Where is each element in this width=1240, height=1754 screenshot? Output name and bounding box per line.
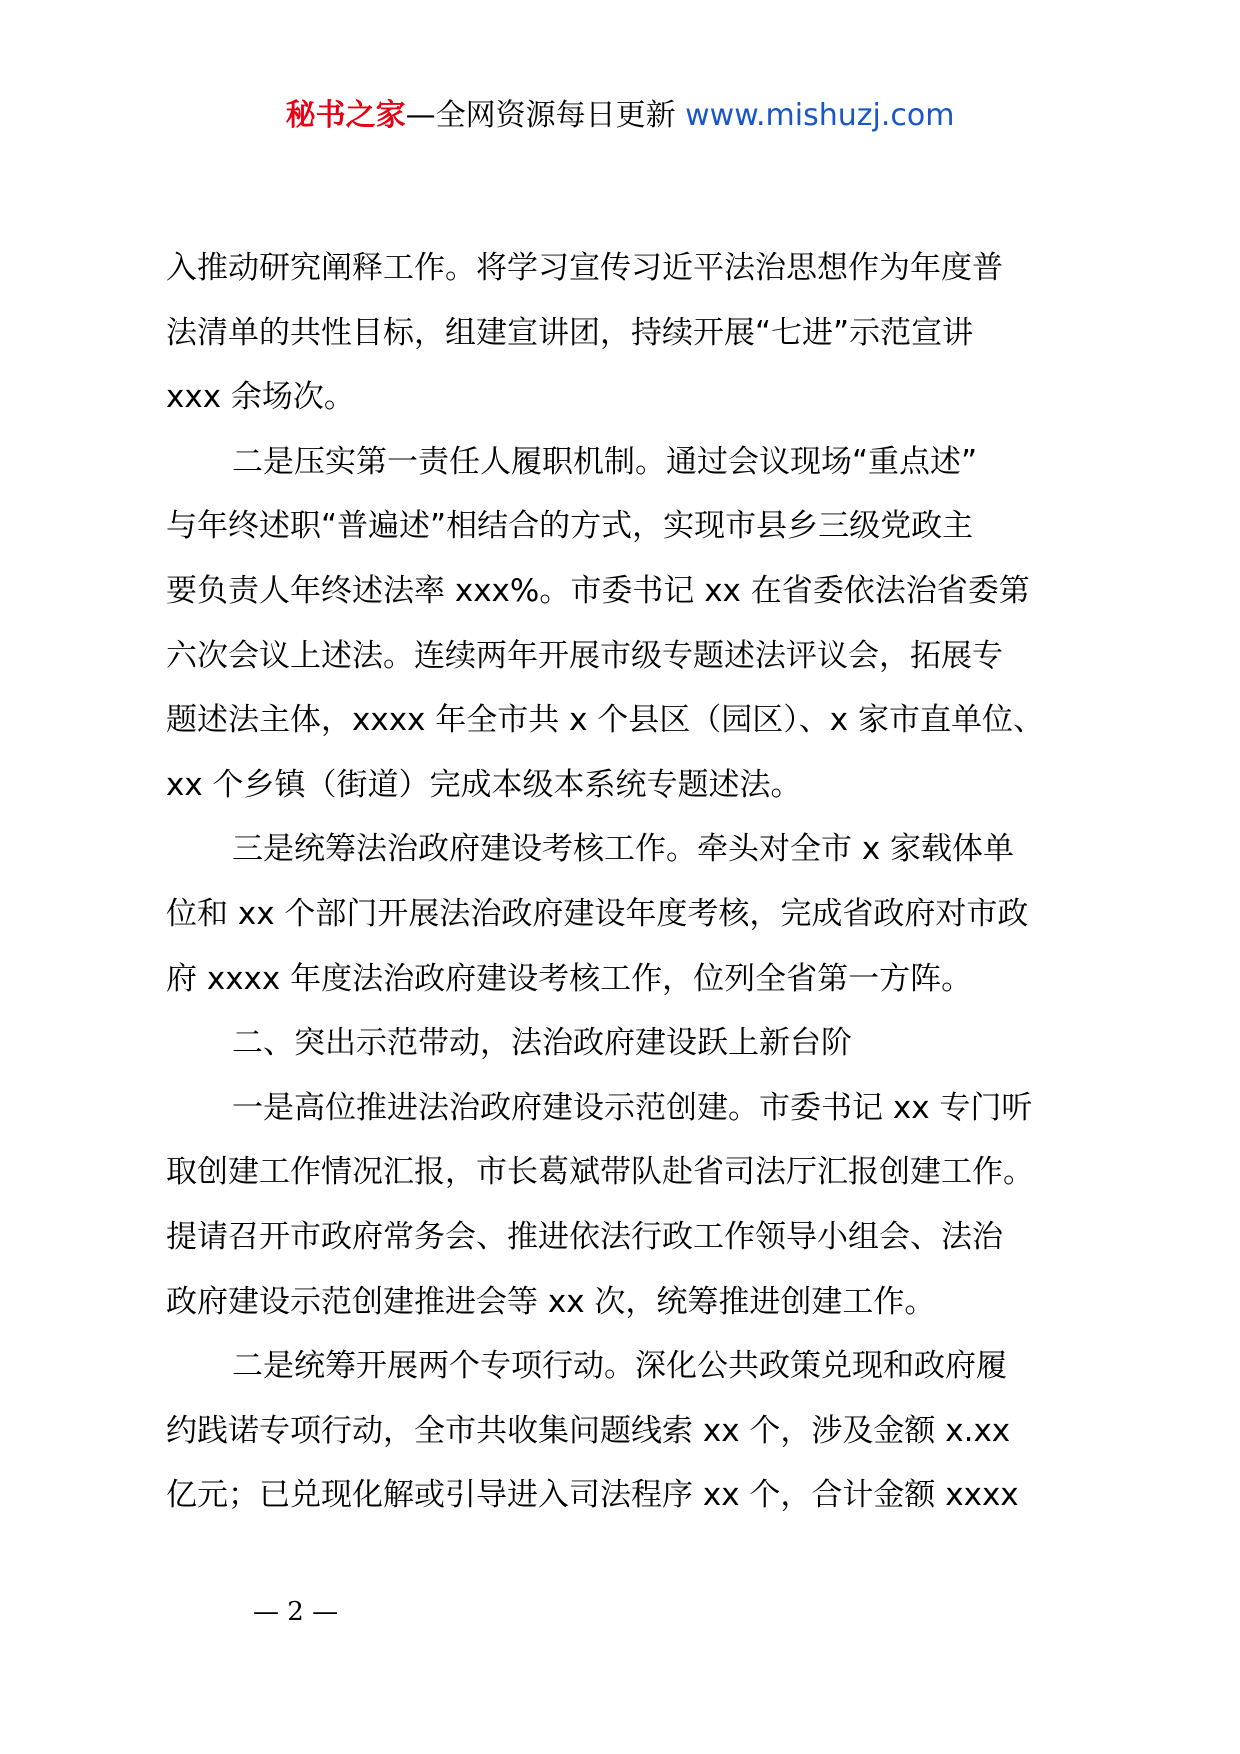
text-line: 题述法主体，xxxx 年全市共 x 个县区（园区）、x 家市直单位、 — [166, 702, 1044, 739]
paragraph-start: 三是统筹法治政府建设考核工作。牵头对全市 x 家载体单 — [232, 831, 1015, 868]
paragraph-start: 二是压实第一责任人履职机制。通过会议现场“重点述” — [232, 443, 978, 480]
text-line: 府 xxxx 年度法治政府建设考核工作，位列全省第一方阵。 — [166, 960, 973, 997]
text-line: 六次会议上述法。连续两年开展市级专题述法评议会，拓展专 — [166, 637, 1003, 674]
text-line: 政府建设示范创建推进会等 xx 次，统筹推进创建工作。 — [166, 1283, 936, 1320]
text-line: 约践诺专项行动，全市共收集问题线索 xx 个，涉及金额 x.xx — [166, 1412, 1011, 1449]
text-line: 与年终述职“普遍述”相结合的方式，实现市县乡三级党政主 — [166, 508, 974, 545]
page-number: — 2 — — [253, 1597, 339, 1627]
header-tagline: —全网资源每日更新 — [405, 98, 686, 133]
section-heading: 二、突出示范带动，法治政府建设跃上新台阶 — [232, 1025, 852, 1062]
text-line: 提请召开市政府常务会、推进依法行政工作领导小组会、法治 — [166, 1218, 1003, 1255]
text-line: xx 个乡镇（街道）完成本级本系统专题述法。 — [166, 766, 802, 803]
site-url-link[interactable]: www.mishuzj.com — [685, 98, 955, 133]
text-line: 要负责人年终述法率 xxx%。市委书记 xx 在省委依法治省委第 — [166, 572, 1030, 609]
text-line: xxx 余场次。 — [166, 379, 355, 416]
text-line: 亿元；已兑现化解或引导进入司法程序 xx 个，合计金额 xxxx — [166, 1477, 1019, 1514]
text-line: 位和 xx 个部门开展法治政府建设年度考核，完成省政府对市政 — [166, 895, 1029, 932]
text-line: 取创建工作情况汇报，市长葛斌带队赴省司法厅汇报创建工作。 — [166, 1154, 1034, 1191]
paragraph-start: 一是高位推进法治政府建设示范创建。市委书记 xx 专门听 — [232, 1089, 1033, 1126]
document-body — [166, 236, 1096, 1528]
text-line: 法清单的共性目标，组建宣讲团，持续开展“七进”示范宣讲 — [166, 314, 974, 351]
site-header — [0, 96, 1240, 136]
brand-name: 秘书之家 — [285, 98, 406, 133]
text-line: 入推动研究阐释工作。将学习宣传习近平法治思想作为年度普 — [166, 250, 1003, 286]
paragraph-start: 二是统筹开展两个专项行动。深化公共政策兑现和政府履 — [232, 1348, 1007, 1385]
